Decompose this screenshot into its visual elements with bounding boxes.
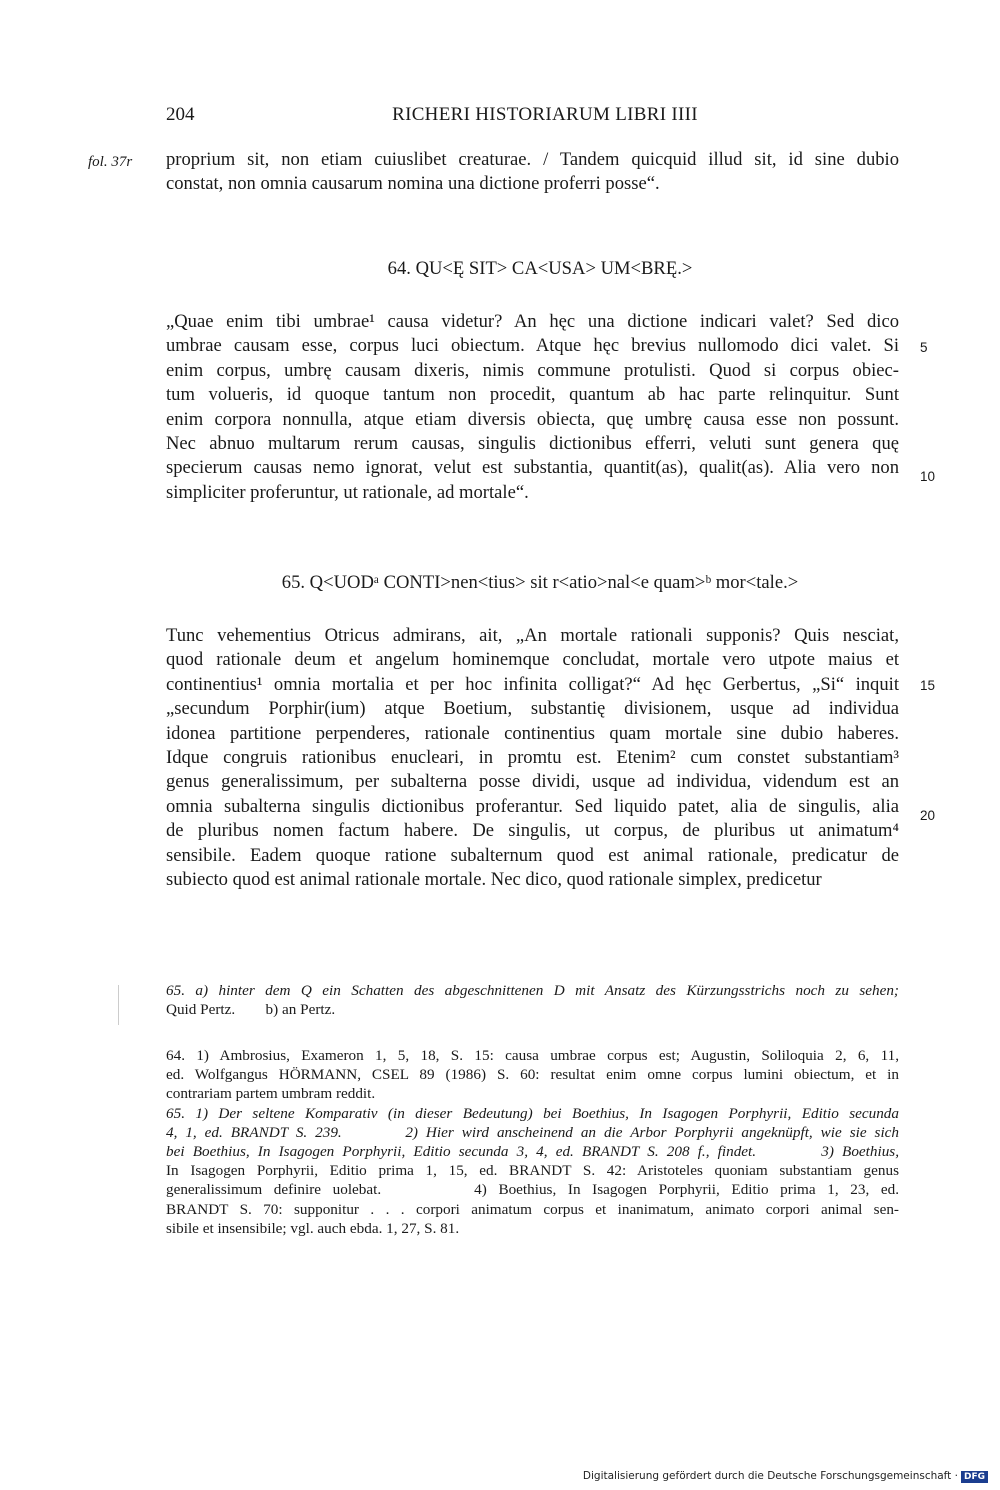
note-line: 4, 1, ed. BRANDT S. 239. 2) Hier wird anscheinend an die Arbor Porphyrii angeknüpft, wie sie sich bbox=[166, 1123, 899, 1141]
section-65-paragraph bbox=[166, 624, 899, 892]
text-line: sensibile. Eadem quoque ratione subalternum quod est animal rationale, predicatur de bbox=[166, 844, 899, 866]
section-64-paragraph bbox=[166, 310, 899, 505]
margin-rule bbox=[118, 985, 119, 1025]
note-line: generalissimum definire uolebat. 4) Boethius, In Isagogen Porphyrii, Editio prima 1, 23, ed. bbox=[166, 1181, 899, 1199]
credit-text: Digitalisierung gefördert durch die Deutsche Forschungsgemeinschaft · bbox=[582, 1470, 958, 1482]
text-line: simpliciter proferuntur, ut rationale, ad mortale“. bbox=[166, 481, 529, 503]
text-line: omnia subalterna singulis dictionibus proferantur. Sed liquido patet, alia de singulis, alia bbox=[166, 795, 899, 817]
text-line: proprium sit, non etiam cuiuslibet creaturae. / Tandem quicquid illud sit, id sine dubio bbox=[166, 149, 899, 170]
note-line: bei Boethius, In Isagogen Porphyrii, Editio secunda 3, 4, ed. BRANDT S. 208 f., findet. 3) Boethius, bbox=[166, 1142, 899, 1160]
text-line: enim corpora nonnulla, atque etiam diversis obiecta, quę umbrę causa esse non possunt. bbox=[166, 408, 899, 430]
text-line: „secundum Porphir(ium) atque Boetium, substantię divisionem, usque ad individua bbox=[166, 698, 899, 720]
text-line: continentius¹ omnia mortalia et per hoc infinita colligat?“ Ad hęc Gerbertus, „Si“ inquit bbox=[166, 673, 899, 695]
note-line: contrariam partem umbram reddit. bbox=[166, 1085, 376, 1103]
dfg-logo: DFG bbox=[961, 1471, 988, 1483]
line-number: 20 bbox=[920, 808, 936, 823]
text-line: enim corpus, umbrę causam dixeris, nimis commune protulisti. Quod si corpus obiec- bbox=[166, 359, 899, 381]
text-line: subiecto quod est animal rationale mortale. Nec dico, quod rationale simplex, predicetur bbox=[166, 868, 822, 890]
text-line: idonea partitione perpenderes, rationale continentius quam mortale sine dubio haberes. bbox=[166, 722, 899, 744]
note-line: 65. 1) Der seltene Komparativ (in dieser Bedeutung) bei Boethius, In Isagogen Porphyrii, Editio secunda bbox=[166, 1104, 899, 1122]
page-number: 204 bbox=[166, 104, 195, 125]
apparatus-notes bbox=[166, 981, 899, 1019]
line-number: 10 bbox=[920, 469, 936, 484]
text-line: tum volueris, id quoque tantum non procedit, quantum ab hac parte relinquitur. Sunt bbox=[166, 384, 899, 406]
text-line: constat, non omnia causarum nomina una dictione proferri posse“. bbox=[166, 173, 660, 195]
line-number: 5 bbox=[920, 340, 928, 355]
digitization-credit bbox=[583, 1470, 988, 1483]
section-65-heading: 65. Q<UODᵃ CONTI>nen<tius> sit r<atio>nal<e quam>ᵇ mor<tale.> bbox=[281, 572, 799, 593]
running-title: RICHERI HISTORIARUM LIBRI IIII bbox=[392, 104, 698, 125]
note-line: Quid Pertz. b) an Pertz. bbox=[166, 1001, 336, 1019]
source-notes bbox=[166, 1046, 899, 1238]
note-line: 65. a) hinter dem Q ein Schatten des abgeschnittenen D mit Ansatz des Kürzungsstrichs noch zu sehen; bbox=[166, 982, 899, 999]
text-line: Idque congruis rationibus enucleari, in promtu est. Etenim² cum constet substantiam³ bbox=[166, 746, 899, 768]
note-line: 64. 1) Ambrosius, Exameron 1, 5, 18, S. 15: causa umbrae corpus est; Augustin, Soliloquia 2, 6, 11, bbox=[166, 1047, 899, 1064]
intro-paragraph bbox=[166, 148, 899, 197]
text-line: quod rationale deum et angelum hominemque concludat, mortale vero utpote maius et bbox=[166, 649, 899, 671]
folio-note: fol. 37r bbox=[88, 154, 133, 170]
section-64-heading: 64. QU<Ę SIT> CA<USA> UM<BRĘ.> bbox=[387, 258, 693, 279]
text-line: genus generalissimum, per subalterna posse dividi, usque ad individua, videndum est an bbox=[166, 771, 899, 793]
line-number: 15 bbox=[920, 678, 936, 693]
note-line: BRANDT S. 70: supponitur . . . corpori animatum corpus et inanimatum, animato corpori animal sen- bbox=[166, 1200, 899, 1218]
text-line: de pluribus nomen factum habere. De singulis, ut corpus, de pluribus ut animatum⁴ bbox=[166, 820, 899, 842]
note-line: ed. Wolfgangus HÖRMANN, CSEL 89 (1986) S. 60: resultat enim omne corpus lumini obiectum, et in bbox=[166, 1066, 899, 1084]
text-line: umbrae causam esse, corpus luci obiectum. Atque hęc brevius nullomodo dici valet. Si bbox=[166, 335, 899, 357]
text-line: Nec abnuo multarum rerum causas, singulis dictionibus efferri, veluti sunt genera quę bbox=[166, 432, 899, 454]
text-line: „Quae enim tibi umbrae¹ causa videtur? An hęc una dictione indicari valet? Sed dico bbox=[166, 311, 899, 332]
text-line: Tunc vehementius Otricus admirans, ait, „An mortale rationali supponis? Quis nesciat, bbox=[166, 625, 899, 646]
note-line: sibile et insensibile; vgl. auch ebda. 1, 27, S. 81. bbox=[166, 1219, 460, 1237]
note-line: In Isagogen Porphyrii, Editio prima 1, 15, ed. BRANDT S. 42: Aristoteles quoniam substantiam genus bbox=[166, 1162, 899, 1180]
text-line: specierum causas nemo ignorat, velut est substantia, quantit(as), qualit(as). Alia vero non bbox=[166, 457, 899, 479]
